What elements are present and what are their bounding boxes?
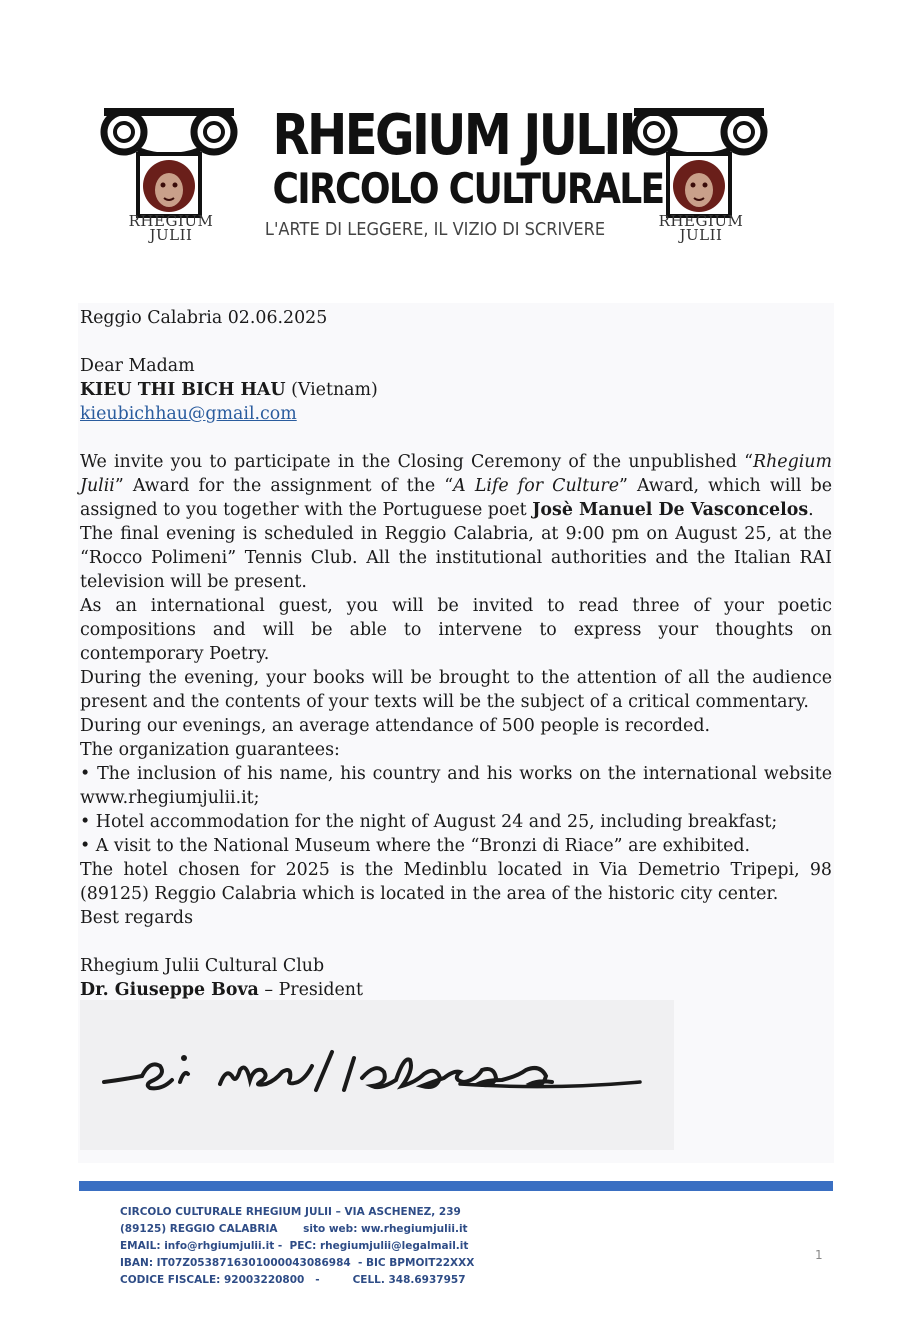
recipient-email-link[interactable]: kieubichhau@gmail.com [80, 404, 297, 424]
invitation-text: ” Award for the assignment of the “ [114, 476, 454, 496]
poet-name: Josè Manuel De Vasconcelos [532, 500, 809, 520]
letterhead [98, 98, 770, 258]
footer-divider-bar [79, 1181, 833, 1191]
ionic-column-lion-emblem-right [628, 98, 770, 248]
brand-block [246, 103, 664, 244]
footer-line: EMAIL: info@rhgiumjulii.it - PEC: rhegiumjulii@legalmail.it [120, 1240, 469, 1252]
guarantee-item: • The inclusion of his name, his country and his works on the international website www.rhegiumjulii.it; [80, 764, 832, 808]
signer-name: Dr. Giuseppe Bova [80, 980, 259, 1000]
signer-line [80, 978, 832, 1002]
books-paragraph: During the evening, your books will be brought to the attention of all the audience present and the contents of your texts will be the subject of a critical commentary. [80, 668, 832, 712]
signer-role: – President [258, 980, 363, 1000]
date-line: Reggio Calabria 02.06.2025 [80, 308, 328, 328]
salutation: Dear Madam [80, 356, 195, 376]
invitation-text: ” Award, which will be assigned to you together with the Portuguese poet [80, 476, 832, 520]
letter-body [80, 306, 832, 1002]
footer-line: (89125) REGGIO CALABRIA sito web: ww.rhegiumjulii.it [120, 1223, 468, 1235]
footer-line: CIRCOLO CULTURALE RHEGIUM JULII – VIA ASCHENEZ, 239 [120, 1206, 461, 1218]
handwritten-signature [80, 1000, 674, 1150]
footer-line: IBAN: IT07Z0538716301000043086984 - BIC BPMOIT22XXX [120, 1257, 475, 1269]
closing-line: Best regards [80, 908, 193, 928]
emblem-caption-line-1: RHEGIUM [128, 212, 214, 230]
life-for-culture-award: A Life for Culture [453, 476, 620, 496]
final-evening-paragraph: The final evening is scheduled in Reggio Calabria, at 9:00 pm on August 25, at the “Rocco Polimeni” Tennis Club. All the institutional authorities and the Italian RAI television will be present. [80, 524, 832, 592]
emblem-caption-line-2: JULII [149, 226, 193, 244]
invitation-paragraph [80, 450, 832, 522]
page-number: 1 [815, 1248, 823, 1262]
recipient-country: (Vietnam) [285, 380, 378, 400]
recipient-line [80, 378, 832, 402]
recipient-name: KIEU THI BICH HAU [80, 380, 286, 400]
guarantees-heading: The organization guarantees: [80, 740, 340, 760]
emblem-caption-line-1: RHEGIUM [658, 212, 744, 230]
brand-tagline: L'ARTE DI LEGGERE, IL VIZIO DI SCRIVERE [264, 219, 606, 240]
hotel-paragraph: The hotel chosen for 2025 is the Medinblu located in Via Demetrio Tripepi, 98 (89125) Reggio Calabria which is located in the area of the historic city center. [80, 860, 832, 904]
emblem-caption-line-2: JULII [679, 226, 723, 244]
invitation-text: We invite you to participate in the Closing Ceremony of the unpublished “ [80, 452, 754, 472]
award-name: Rhegium Julii [80, 452, 832, 496]
brand-subtitle: CIRCOLO CULTURALE [272, 164, 664, 213]
invitation-text: . [808, 500, 814, 520]
footer-line: CODICE FISCALE: 92003220800 - CELL. 348.6937957 [120, 1274, 466, 1286]
ionic-column-lion-emblem-left [98, 98, 240, 248]
attendance-paragraph: During our evenings, an average attendance of 500 people is recorded. [80, 716, 710, 736]
guarantee-item: • Hotel accommodation for the night of August 24 and 25, including breakfast; [80, 812, 778, 832]
guarantee-item: • A visit to the National Museum where the “Bronzi di Riace” are exhibited. [80, 836, 751, 856]
club-name: Rhegium Julii Cultural Club [80, 956, 325, 976]
guest-paragraph: As an international guest, you will be invited to read three of your poetic compositions and will be able to intervene to express your thoughts on contemporary Poetry. [80, 596, 832, 664]
footer-contact-block [120, 1204, 474, 1289]
brand-name: RHEGIUM JULII [272, 103, 635, 168]
